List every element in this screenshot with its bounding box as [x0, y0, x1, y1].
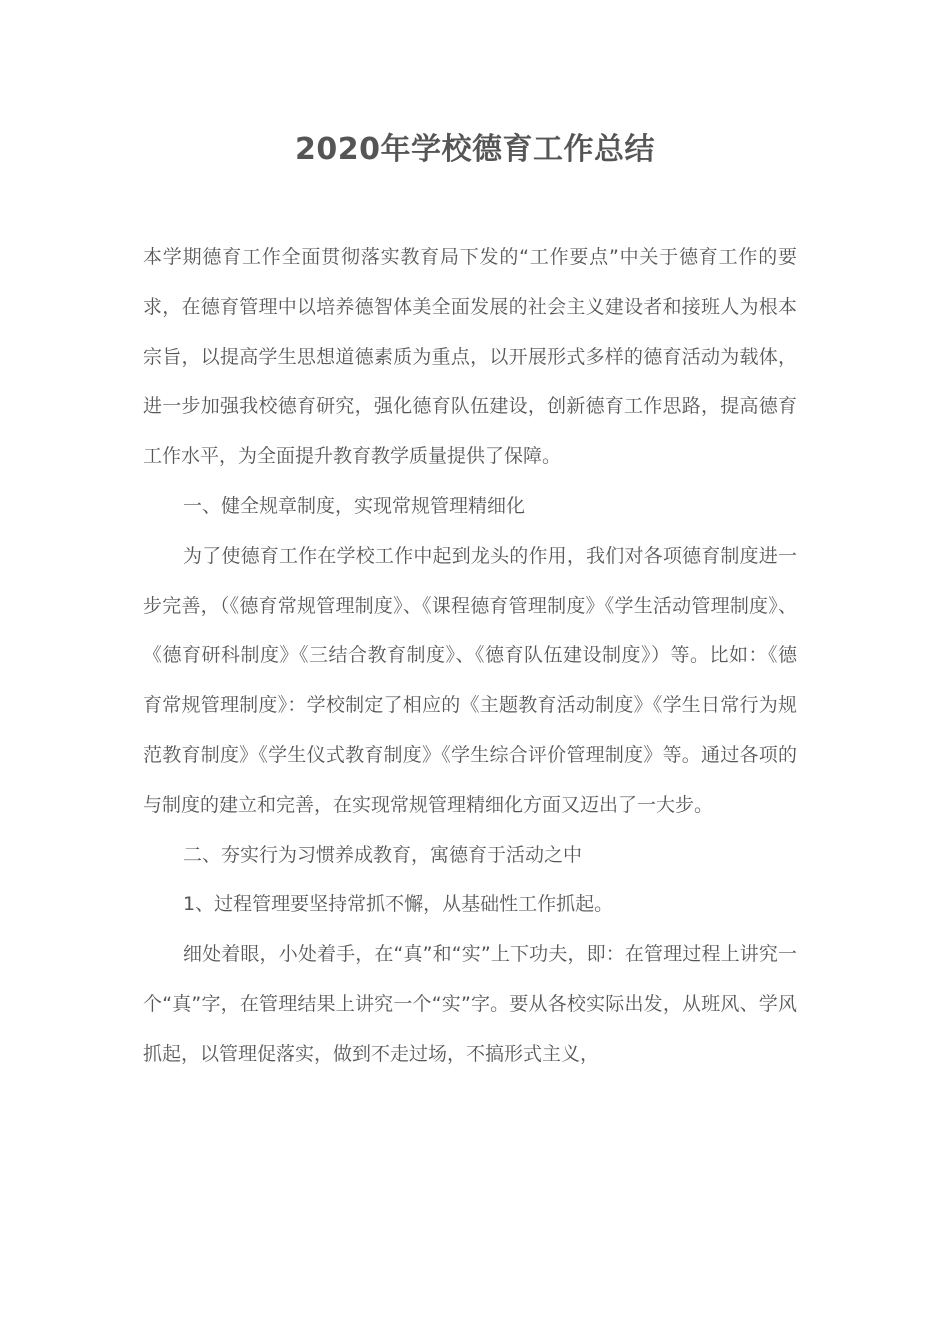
section-heading-1: 一、健全规章制度，实现常规管理精细化 — [183, 494, 526, 517]
paragraph-details: 细处着眼，小处着手，在“真”和“实”上下功夫，即：在管理过程上讲究一个“真”字，在管理结果上讲究一个“实”字。要从各校实际出发，从班风、学风抓起，以管理促落实，做到不走过场，不搞形式主义， — [143, 943, 797, 1065]
subsection-heading-1: 1、过程管理要坚持常抓不懈，从基础性工作抓起。 — [183, 893, 614, 916]
paragraph-intro: 本学期德育工作全面贯彻落实教育局下发的“工作要点”中关于德育工作的要求，在德育管理中以培养德智体美全面发展的社会主义建设者和接班人为根本宗旨，以提高学生思想道德素质为重点，以开展形式多样的德育活动为载体，进一步加强我校德育研究，强化德育队伍建设，创新德育工作思路，提高德育工作水平，为全面提升教育教学质量提供了保障。 — [143, 246, 797, 468]
section-heading-2: 二、夯实行为习惯养成教育，寓德育于活动之中 — [183, 843, 583, 866]
paragraph-regulations: 为了使德育工作在学校工作中起到龙头的作用，我们对各项德育制度进一步完善，（《德育常规管理制度》、《课程德育管理制度》《学生活动管理制度》、《德育研科制度》《三结合教育制度》、《德育队伍建设制度》）等。比如：《德育常规管理制度》：学校制定了相应的《主题教育活动制度》《学生日常行为规范教育制度》《学生仪式教育制度》《学生综合评价管理制度》等。通过各项的与制度的建立和完善，在实现常规管理精细化方面又迈出了一大步。 — [143, 544, 797, 816]
document-title: 2020年学校德育工作总结 — [295, 132, 655, 167]
document-body — [143, 233, 797, 1080]
